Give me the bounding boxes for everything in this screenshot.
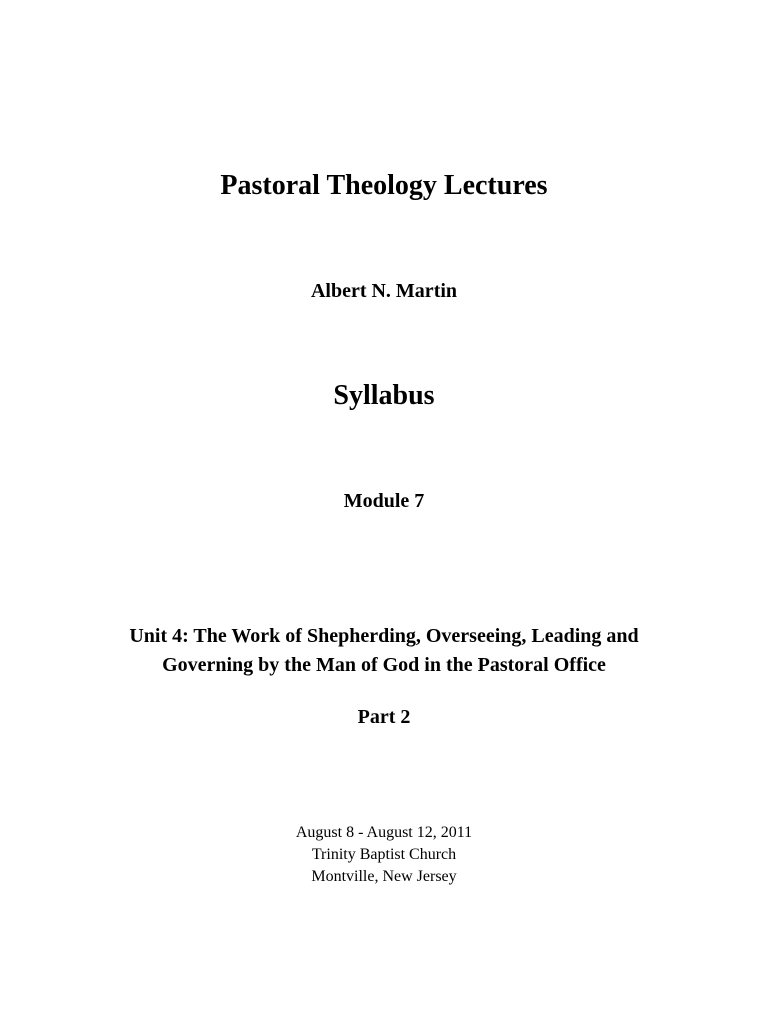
author-name: Albert N. Martin [310, 280, 458, 302]
event-info [0, 822, 768, 888]
unit-title [0, 622, 768, 680]
event-venue: Trinity Baptist Church [311, 846, 457, 863]
part-label: Part 2 [357, 706, 411, 728]
unit-title-line-2: Governing by the Man of God in the Pastoral Office [162, 654, 606, 676]
syllabus-heading: Syllabus [333, 380, 435, 411]
unit-title-line-1: Unit 4: The Work of Shepherding, Overseeing, Leading and [129, 625, 639, 647]
document-title: Pastoral Theology Lectures [220, 170, 548, 201]
event-location: Montville, New Jersey [311, 868, 457, 885]
module-label: Module 7 [343, 490, 425, 512]
event-dates: August 8 - August 12, 2011 [295, 824, 473, 841]
